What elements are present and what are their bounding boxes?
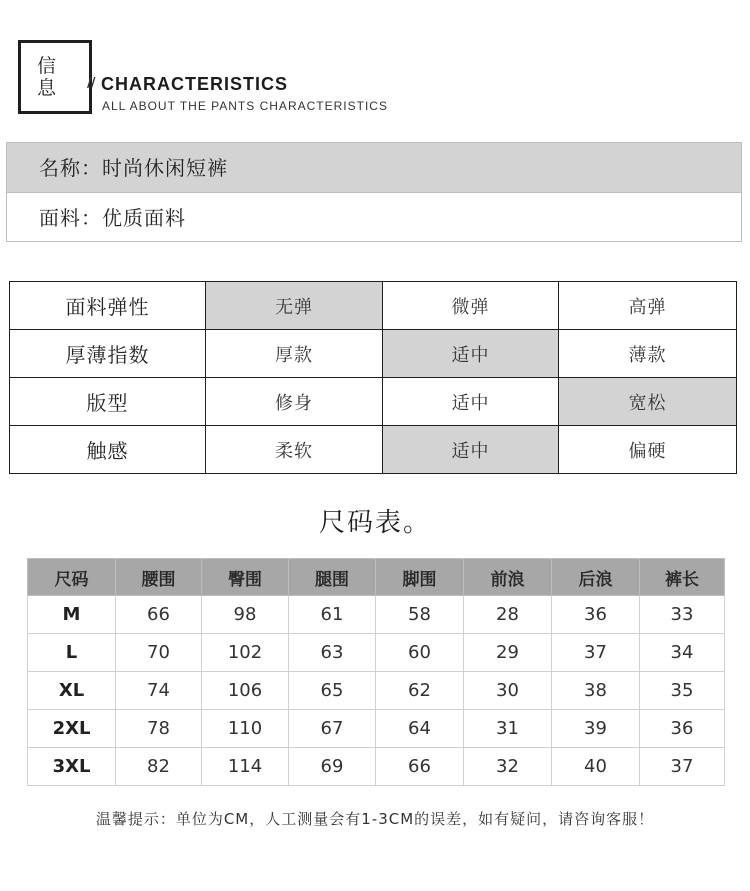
section-subtitle: ALL ABOUT THE PANTS CHARACTERISTICS [102,99,388,113]
size-chart-header-cell: 腰围 [116,559,202,596]
product-name-row [7,143,741,193]
product-info-box [6,142,742,242]
attribute-row [10,426,737,474]
size-value-cell: 61 [289,596,376,634]
badge-separator: // [87,76,95,91]
size-value-cell: 30 [464,672,552,710]
size-chart-row [28,596,725,634]
size-chart-header-cell: 尺码 [28,559,116,596]
attribute-option-selected: 无弹 [206,282,383,330]
size-value-cell: 36 [552,596,640,634]
size-value-cell: 37 [552,634,640,672]
attribute-option: 柔软 [206,426,383,474]
size-value-cell: 37 [640,748,725,786]
attribute-option: 厚款 [206,330,383,378]
size-value-cell: 64 [376,710,464,748]
size-chart-header-cell: 脚围 [376,559,464,596]
size-value-cell: 110 [202,710,289,748]
size-value-cell: 32 [464,748,552,786]
attribute-option: 偏硬 [559,426,737,474]
attribute-option: 微弹 [383,282,559,330]
size-value-cell: 66 [376,748,464,786]
size-chart-title: 尺码表。 [318,508,431,538]
size-value-cell: 106 [202,672,289,710]
size-value-cell: 40 [552,748,640,786]
size-value-cell: 29 [464,634,552,672]
size-label-cell: 3XL [28,748,116,786]
size-label-cell: L [28,634,116,672]
attribute-label: 版型 [10,378,206,426]
size-value-cell: 82 [116,748,202,786]
size-value-cell: 62 [376,672,464,710]
product-fabric-row [7,193,741,243]
attribute-option: 适中 [383,378,559,426]
size-value-cell: 67 [289,710,376,748]
attribute-label: 厚薄指数 [10,330,206,378]
attribute-option-selected: 适中 [383,426,559,474]
attribute-label: 触感 [10,426,206,474]
size-value-cell: 98 [202,596,289,634]
size-chart-header-cell: 臀围 [202,559,289,596]
size-chart-header-cell: 前浪 [464,559,552,596]
size-chart-row [28,710,725,748]
size-value-cell: 114 [202,748,289,786]
product-fabric: 面料：优质面料 [39,206,186,230]
size-chart-row [28,634,725,672]
badge-char-1: 信 [37,55,57,77]
size-chart-header-cell: 裤长 [640,559,725,596]
size-value-cell: 60 [376,634,464,672]
size-value-cell: 63 [289,634,376,672]
measurement-note: 温馨提示：单位为CM，人工测量会有1-3CM的误差，如有疑问，请咨询客服！ [95,810,655,828]
section-title: CHARACTERISTICS [101,74,289,94]
size-value-cell: 39 [552,710,640,748]
size-label-cell: M [28,596,116,634]
size-value-cell: 66 [116,596,202,634]
size-value-cell: 33 [640,596,725,634]
size-chart-row [28,748,725,786]
attribute-row [10,378,737,426]
attribute-label: 面料弹性 [10,282,206,330]
attribute-option: 薄款 [559,330,737,378]
attribute-row [10,330,737,378]
attribute-option: 高弹 [559,282,737,330]
size-value-cell: 35 [640,672,725,710]
size-chart-header-cell: 后浪 [552,559,640,596]
size-value-cell: 78 [116,710,202,748]
attribute-option-selected: 宽松 [559,378,737,426]
size-value-cell: 70 [116,634,202,672]
badge-chars [37,55,61,99]
size-label-cell: 2XL [28,710,116,748]
size-chart-table [27,558,725,786]
attribute-option: 修身 [206,378,383,426]
product-name: 名称：时尚休闲短裤 [39,156,228,180]
size-value-cell: 38 [552,672,640,710]
size-value-cell: 69 [289,748,376,786]
info-badge [18,40,95,114]
attribute-row [10,282,737,330]
attribute-table [9,281,737,474]
size-chart-row [28,672,725,710]
attribute-option-selected: 适中 [383,330,559,378]
size-value-cell: 36 [640,710,725,748]
size-label-cell: XL [28,672,116,710]
size-value-cell: 34 [640,634,725,672]
size-chart-header-cell: 腿围 [289,559,376,596]
size-value-cell: 28 [464,596,552,634]
size-value-cell: 31 [464,710,552,748]
size-value-cell: 102 [202,634,289,672]
size-value-cell: 65 [289,672,376,710]
size-value-cell: 58 [376,596,464,634]
size-chart-header-row [28,559,725,596]
badge-char-2: 息 [37,77,57,99]
size-value-cell: 74 [116,672,202,710]
